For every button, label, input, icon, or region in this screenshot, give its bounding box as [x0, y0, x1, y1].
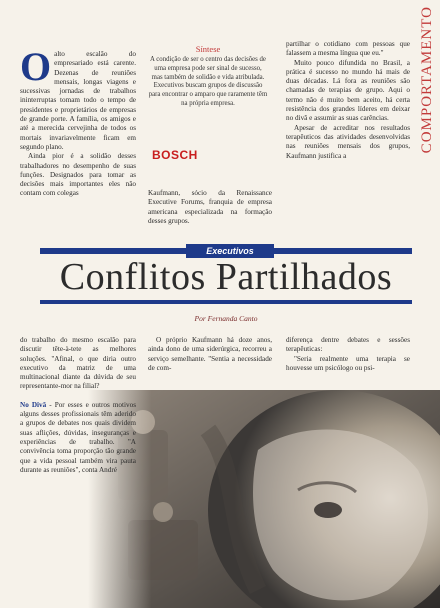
subhead: No Divã	[20, 400, 47, 409]
paragraph: partilhar o cotidiano com pessoas que falassem a mesma língua que eu."	[286, 40, 410, 58]
column-3-bottom	[286, 336, 410, 373]
byline: Por Fernanda Canto	[194, 314, 258, 323]
paragraph: "Seria realmente uma terapia se houvesse um psicólogo ou psi-	[286, 354, 410, 372]
paragraph: Ainda pior é a solidão desses trabalhadores no desempenho de suas funções. Designados para tomar as decisões mais importantes eles não contam com colegas	[20, 152, 136, 198]
paragraph: diferença dentre debates e sessões terapêuticas:	[286, 336, 410, 354]
drop-cap: O	[20, 44, 52, 89]
section-tag: Executivos	[186, 244, 274, 258]
intro-text: alto escalão do empresariado está carente. Dezenas de reuniões mensais, longas viagens e sucessivas jornadas de trabalhos ininterruptas tomam todo o tempo de presidentes e proprietários de empresas de grande porte. A família, os amigos e até a merecida cervejinha de todos os mortais invariavelmente ficam em segundo plano.	[20, 50, 136, 151]
paragraph: O próprio Kaufmann há doze anos, ainda dono de uma siderúrgica, recorreu a serviço semelhante. "Sentia a necessidade de com-	[148, 336, 272, 372]
paragraph: do trabalho do mesmo escalão para discutir tête-à-tete as melhores soluções. "Afinal, o que diria outro executivo da matriz de uma multinacional diante da dúvida de seu representante-mor na filial?	[20, 336, 136, 391]
sintese-text: A condição de ser o centro das decisões de uma empresa pode ser sinal de sucesso, mas também de solidão e vida atribulada. Executivos buscam grupos de discussão para encontrar o amparo que raramente têm na própria empresa.	[148, 56, 268, 107]
paragraph-text: - Por esses e outros motivos alguns desses profissionais têm aderido a grupos de debates nos quais dividem suas aflições, dúvidas, inseguranças e experiências de trabalho. "A convivência toma proporção tão grande que a vida pessoal também vira pauta durante as reuniões", conta André	[20, 400, 136, 474]
column-1-top	[20, 44, 136, 199]
bosch-logo: BOSCH	[152, 148, 198, 162]
column-3-top	[286, 40, 410, 161]
column-1-bottom	[20, 336, 136, 475]
headline: Conflitos Partilhados	[59, 256, 393, 298]
section-side-label: COMPORTAMENTO	[419, 6, 435, 154]
intro-paragraph	[20, 44, 136, 152]
paragraph-with-subhead	[20, 401, 136, 475]
headline-rule	[40, 300, 412, 304]
column-2-top	[148, 189, 272, 226]
sintese-title: Síntese	[195, 44, 221, 54]
paragraph: Muito pouco difundida no Brasil, a prática é sucesso no mundo há mais de duas décadas. Lá fora as reuniões são chamadas de terapias de grupo. Aqui o termo não é muito bem aceito, há certa resistência dos grandes líderes em deixar no divã e assumir as suas carências.	[286, 58, 410, 123]
sintese-box	[148, 44, 268, 164]
paragraph: Apesar de acreditar nos resultados terapêuticos das atividades desenvolvidas nas reuniões mensais dos grupos, Kaufmann justifica a	[286, 123, 410, 160]
column-2-bottom	[148, 336, 272, 373]
photo-collage	[88, 390, 440, 608]
article-photo	[88, 390, 440, 608]
paragraph: Kaufmann, sócio da Renaissance Executive Forums, franquia de empresa americana especializada na formação desses grupos.	[148, 189, 272, 225]
